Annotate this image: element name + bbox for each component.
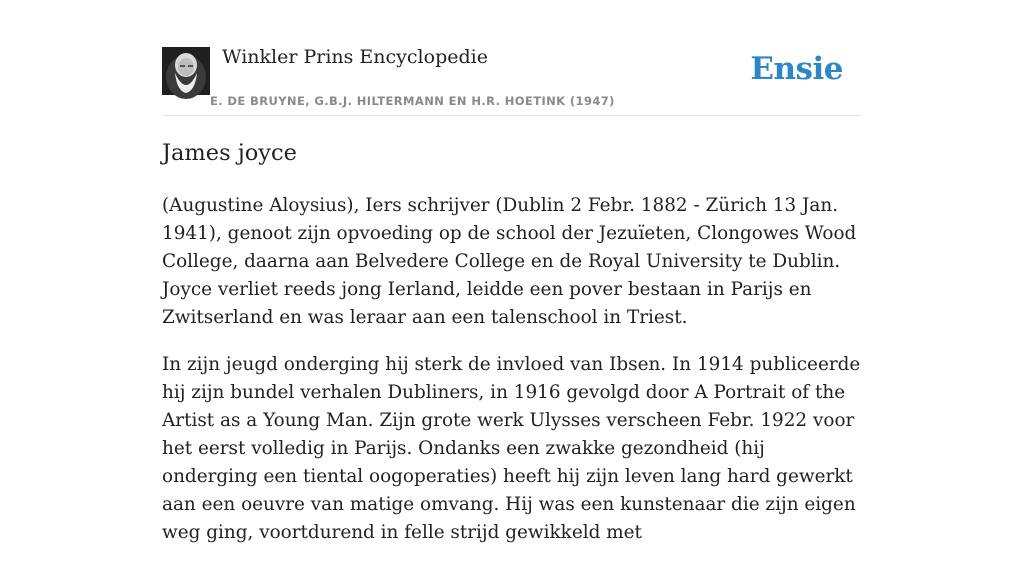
portrait-image bbox=[162, 47, 210, 95]
article-title: James joyce bbox=[162, 140, 297, 166]
content-container bbox=[162, 0, 862, 543]
source-title[interactable]: Winkler Prins Encyclopedie bbox=[222, 46, 488, 68]
source-authors: E. DE BRUYNE, G.B.J. HILTERMANN EN H.R. HOETINK (1947) bbox=[210, 94, 615, 108]
article-paragraph: In zijn jeugd onderging hij sterk de invloed van Ibsen. In 1914 publiceerde hij zijn bundel verhalen Dubliners, in 1916 gevolgd door A Portrait of the Artist as a Young Man. Zijn grote werk Ulysses verscheen Febr. 1922 voor het eerst volledig in Parijs. Ondanks een zwakke gezondheid (hij onderging een tiental oogoperaties) heeft hij zijn leven lang hard gewerkt aan een oeuvre van matige omvang. Hij was een kunstenaar die zijn eigen weg ging, voortdurend in felle strijd gewikkeld met bbox=[162, 354, 861, 543]
source-header bbox=[162, 0, 862, 116]
article-body bbox=[162, 192, 862, 566]
article-paragraph: (Augustine Aloysius), Iers schrijver (Dublin 2 Febr. 1882 - Zürich 13 Jan. 1941), genoot zijn opvoeding op de school der Jezuïeten, Clongowes Wood College, daarna aan Belvedere College en de Royal University te Dublin. Joyce verliet reeds jong Ierland, leidde een pover bestaan in Parijs en Zwitserland en was leraar aan een talenschool in Triest. bbox=[162, 195, 857, 328]
brand-logo-link[interactable]: Ensie bbox=[750, 51, 843, 87]
author-avatar[interactable] bbox=[162, 47, 210, 95]
